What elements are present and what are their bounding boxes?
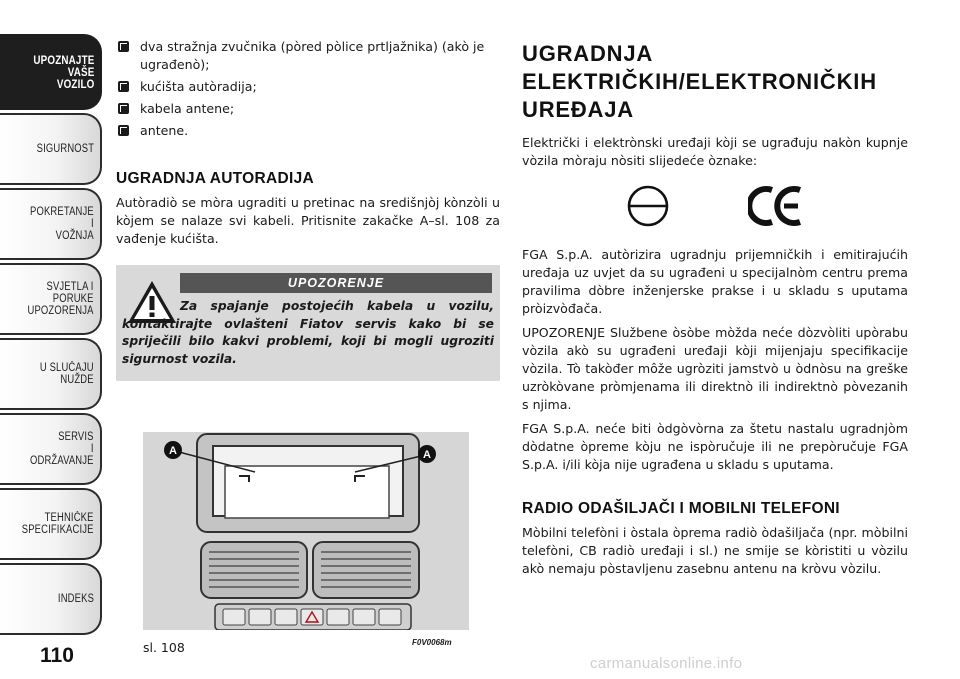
- list-item: kabela antene;: [116, 100, 500, 118]
- checkbox-bullet-icon: [118, 81, 129, 92]
- warning-header: UPOZORENJE: [180, 273, 492, 293]
- checkbox-bullet-icon: [118, 103, 129, 114]
- intro-text: Električki i elektrònski uređaji kòji se ugrađuju nakòn kupnje vòzila mòraju nòsiti slijedeće òznake:: [522, 135, 908, 168]
- tab-label: INDEKS: [57, 593, 94, 605]
- checkbox-bullet-icon: [118, 41, 129, 52]
- list-item: dva stražnja zvučnika (pòred pòlice prtljažnika) (akò je ugrađenò);: [116, 38, 500, 74]
- tab-label: SVJETLA I PORUKE UPOZORENJA: [27, 281, 94, 317]
- list-item: kućišta autòradija;: [116, 78, 500, 96]
- figure-code: F0V0068m: [412, 638, 452, 647]
- watermark: carmanualsonline.info: [590, 655, 743, 672]
- section-title-radio: RADIO ODAŠILJAČI I MOBILNI TELEFONI: [522, 500, 840, 517]
- callout-a-right: A: [423, 449, 431, 461]
- tab-svjetla-i-poruke[interactable]: [0, 263, 102, 335]
- tab-label: TEHNIČKE SPECIFIKACIJE: [22, 512, 94, 536]
- paragraph-liability: FGA S.p.A. neće biti òdgòvòrna za štetu nastalu ugradnjòm dòdatne òpreme kòju ne ispòručuje ili ne prepòručuje FGA S.p.A. i/ili kòja nije ugrađena u skladu s uputama.: [522, 421, 908, 472]
- tab-label: POKRETANJE I VOŽNJA: [30, 206, 94, 242]
- dashboard-illustration: [143, 432, 469, 630]
- page-title: UGRADNJA ELEKTRIČKIH/ELEKTRONIČKIH UREĐAJA: [522, 41, 877, 122]
- e-mark-icon: [626, 184, 670, 228]
- tab-sigurnost[interactable]: [0, 113, 102, 185]
- tab-label: U SLUČAJU NUŽDE: [40, 362, 94, 386]
- figure-caption: sl. 108: [143, 640, 185, 655]
- tab-label: SIGURNOST: [36, 143, 94, 155]
- callout-a-left: A: [169, 445, 177, 457]
- section-text-autoradio: Autòradiò se mòra ugraditi u pretinac na središnjòj kònzòli u kòjem se nalaze svi kabeli. Pritisnite zakačke A–sl. 108 za vađenje kućišta.: [116, 195, 500, 246]
- chapter-sidebar: [0, 34, 102, 638]
- tab-upoznajte-vase-vozilo[interactable]: [0, 34, 102, 110]
- marking-symbols: [522, 180, 908, 242]
- tab-u-slucaju-nuzde[interactable]: [0, 338, 102, 410]
- tab-label: SERVIS I ODRŽAVANJE: [30, 431, 94, 467]
- warning-box: [116, 265, 500, 381]
- list-item: antene.: [116, 122, 500, 140]
- tab-indeks[interactable]: [0, 563, 102, 635]
- paragraph-authorization: FGA S.p.A. autòrizira ugradnju prijemničkih i emitirajućih uređaja uz uvjet da su ugrađeni u specijalnòm centru prema pravilima dòbre inženjerske prakse i u skladu s uputama pròizvòđača.: [522, 247, 908, 316]
- tab-tehnicke-specifikacije[interactable]: [0, 488, 102, 560]
- tab-pokretanje-i-voznja[interactable]: [0, 188, 102, 260]
- ce-mark-icon: [748, 184, 806, 228]
- tab-servis-i-odrzavanje[interactable]: [0, 413, 102, 485]
- checkbox-bullet-icon: [118, 125, 129, 136]
- paragraph-warning: UPOZORENJE Službene òsòbe mòžda neće dòzvòliti upòrabu vòzila akò su ugrađeni uređaji kòji mijenjaju specifikacije vòzila. Tò takòđer môže ugròziti jamstvò u òdnòsu na greške uzròkòvane pròmjenama ili direktnò ili indirektnò pòvezanih s njima.: [522, 325, 908, 412]
- right-column: [522, 40, 908, 578]
- tab-label: UPOZNAJTE VAŠE VOZILO: [32, 53, 94, 91]
- section-text-radio: Mòbilni telefòni i òstala òprema radiò òdašiljača (npr. mòbilni telefòni, CB radiò uređaji i sl.) ne smije se kòristiti u vòzilu akò nemaju pòstavljenu zasebnu antenu na kròvu vòzilu.: [522, 525, 908, 576]
- section-title-autoradio: UGRADNJA AUTORADIJA: [116, 170, 315, 187]
- middle-column: [116, 38, 500, 248]
- figure-radio-slot: [143, 432, 469, 630]
- warning-text: Za spajanje postojećih kabela u vozilu, kontaktirajte ovlašteni Fiatov servis kako bi se spriječili bilo kakvi problemi, koji bi mogli ugroziti sigurnost vozila.: [122, 299, 494, 366]
- page-number: 110: [40, 644, 74, 667]
- bullet-list: [116, 38, 500, 140]
